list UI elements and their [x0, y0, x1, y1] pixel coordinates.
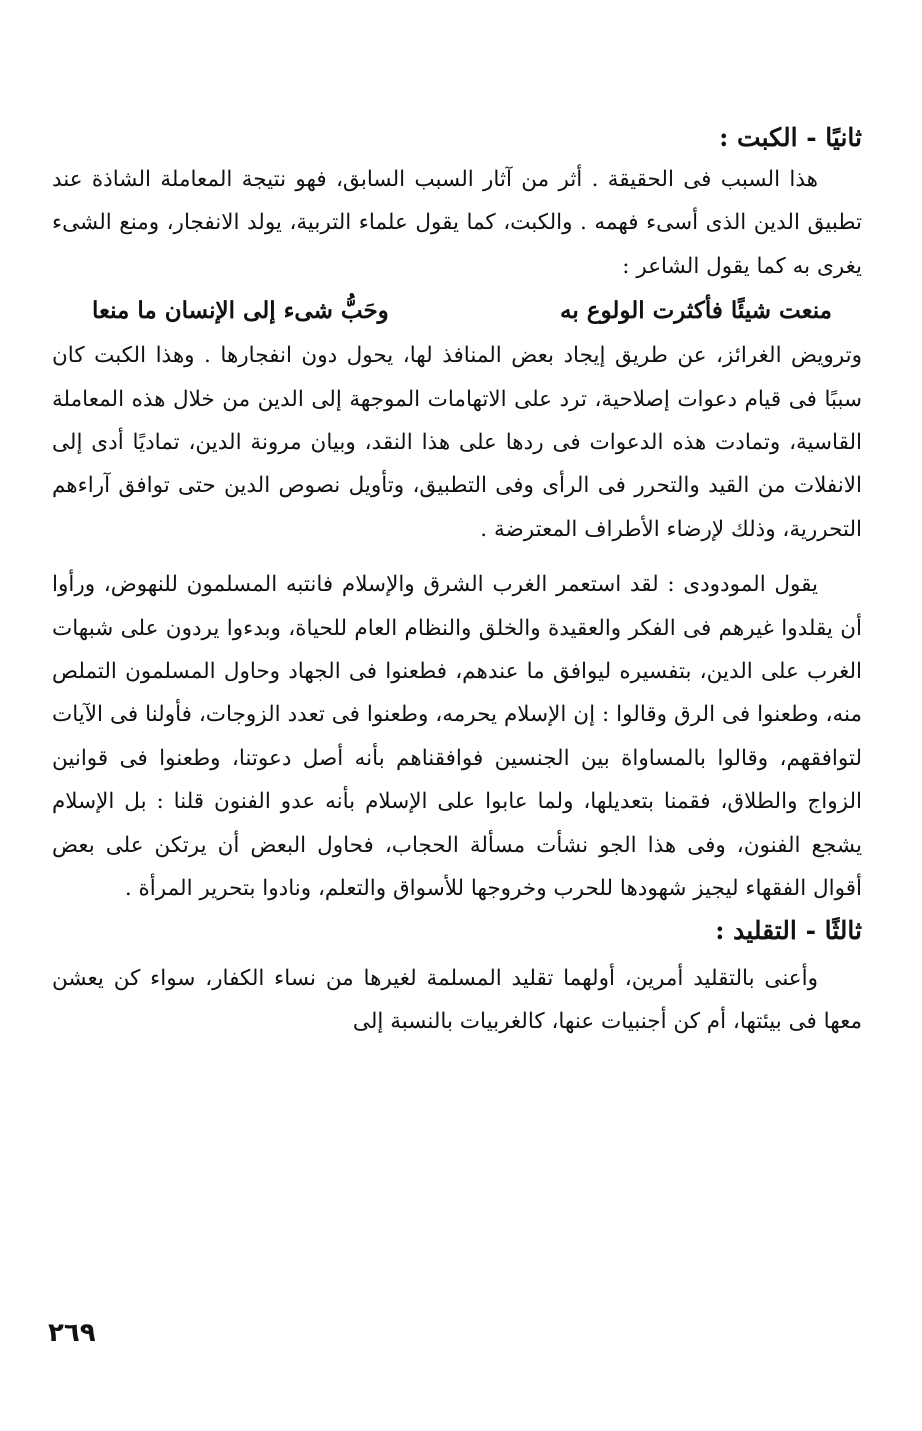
paragraph-spacer	[52, 551, 862, 563]
paragraph-maududi-quote: يقول المودودى : لقد استعمر الغرب الشرق والإسلام فانتبه المسلمون للنهوض، ورأوا أن يقلدوا غيرهم فى الفكر والعقيدة والخلق والنظام العام للحياة، وبدءوا يردون على شبهات الغرب على الدين، بتفسيره ليوافق ما عندهم، فطعنوا فى الجهاد وحاول المسلمون التملص منه، وطعنوا فى الرق وقالوا : إن الإسلام يحرمه، وطعنوا فى تعدد الزوجات، فأولنا فى الآيات لتوافقهم، وقالوا بالمساواة بين الجنسين فوافقناهم بأنه أصل دعوتنا، وطعنوا فى قوانين الزواج والطلاق، فقمنا بتعديلها، ولما عابوا على الإسلام بأنه عدو الفنون قلنا : بل الإسلام يشجع الفنون، وفى هذا الجو نشأت مسألة الحجاب، فحاول البعض أن يرتكن على بعض أقوال الفقهاء ليجيز شهودها للحرب وخروجها للأسواق والتعلم، ونادوا بتحرير المرأة .	[52, 572, 863, 902]
verse-second-hemistich: وحَبُّ شىء إلى الإنسان ما منعا	[92, 297, 389, 325]
paragraph-reform-calls: وترويض الغرائز، عن طريق إيجاد بعض المنافذ لها، يحول دون انفجارها . وهذا الكبت كان سببًا فى قيام دعوات إصلاحية، ترد على الاتهامات الموجهة إلى الدين من خلال هذه المعاملة القاسية، وتمادت هذه الدعوات فى ردها على هذا النقد، وبيان مرونة الدين، تماديًا أدى إلى الانفلات من القيد والتحرر فى الرأى وفى التطبيق، وتأويل نصوص الدين حتى توافق آراءهم التحررية، وذلك لإرضاء الأطراف المعترضة .	[52, 343, 862, 542]
verse-first-hemistich: منعت شيئًا فأكثرت الولوع به	[560, 297, 832, 325]
section-heading-repression: ثانيًا - الكبت :	[719, 123, 862, 152]
section-heading-imitation: ثالثًا - التقليد :	[715, 915, 862, 945]
page-number: ٢٦٩	[48, 1318, 96, 1348]
paragraph-imitation-intro: وأعنى بالتقليد أمرين، أولهما تقليد المسلمة لغيرها من نساء الكفار، سواء كن يعشن معها فى بيئتها، أم كن أجنبيات عنها، كالغربيات بالنسبة إلى	[52, 965, 862, 1034]
poem-verse	[52, 288, 862, 334]
paragraph-repression-intro: هذا السبب فى الحقيقة . أثر من آثار السبب السابق، فهو نتيجة المعاملة الشاذة عند تطبيق الدين الذى أسىء فهمه . والكبت، كما يقول علماء التربية، يولد الانفجار، ومنع الشىء يغرى به كما يقول الشاعر :	[52, 167, 862, 279]
